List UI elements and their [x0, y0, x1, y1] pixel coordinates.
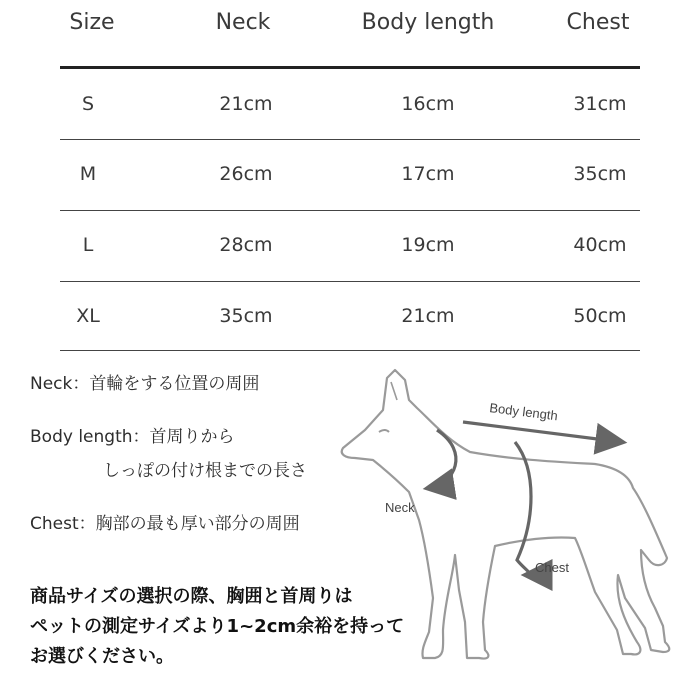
row-neck: 21cm [219, 93, 273, 115]
header-size: Size [69, 10, 115, 35]
row-divider [60, 281, 640, 282]
dog-eye [379, 430, 389, 432]
row-size: M [79, 163, 97, 185]
row-chest: 31cm [573, 93, 627, 115]
row-body-length: 17cm [401, 163, 455, 185]
row-neck: 35cm [219, 305, 273, 327]
row-chest: 40cm [573, 234, 627, 256]
body-length-arrow [463, 422, 621, 442]
neck-definition: Neck：首輪をする位置の周囲 [30, 374, 260, 394]
row-size: L [82, 234, 94, 256]
note-line: お選びください。 [30, 646, 174, 667]
note-line: ペットの測定サイズより1~2cm余裕を持って [30, 616, 405, 637]
body-length-definition: Body length：首周りから [30, 427, 235, 447]
header-chest: Chest [566, 10, 630, 35]
row-chest: 50cm [573, 305, 627, 327]
neck-label: Neck [385, 500, 415, 515]
table-bottom-divider [60, 350, 640, 351]
chest-measurement-loop [515, 442, 531, 575]
body-length-definition-cont: しっぽの付け根までの長さ [103, 461, 307, 481]
row-divider [60, 210, 640, 211]
row-body-length: 16cm [401, 93, 455, 115]
neck-measurement-loop [429, 430, 456, 488]
dog-ear-inner [391, 382, 397, 400]
dog-measurement-diagram [325, 360, 700, 700]
body-length-label: Body length [488, 400, 559, 424]
row-divider [60, 139, 640, 140]
row-neck: 28cm [219, 234, 273, 256]
row-body-length: 19cm [401, 234, 455, 256]
header-divider [60, 66, 640, 69]
chest-definition: Chest：胸部の最も厚い部分の周囲 [30, 514, 300, 534]
row-chest: 35cm [573, 163, 627, 185]
header-neck: Neck [215, 10, 271, 35]
row-body-length: 21cm [401, 305, 455, 327]
row-size: S [81, 93, 95, 115]
row-size: XL [76, 305, 100, 327]
header-body-length: Body length [361, 10, 495, 35]
chest-label: Chest [535, 560, 569, 575]
note-line: 商品サイズの選択の際、胸囲と首周りは [30, 586, 353, 607]
row-neck: 26cm [219, 163, 273, 185]
